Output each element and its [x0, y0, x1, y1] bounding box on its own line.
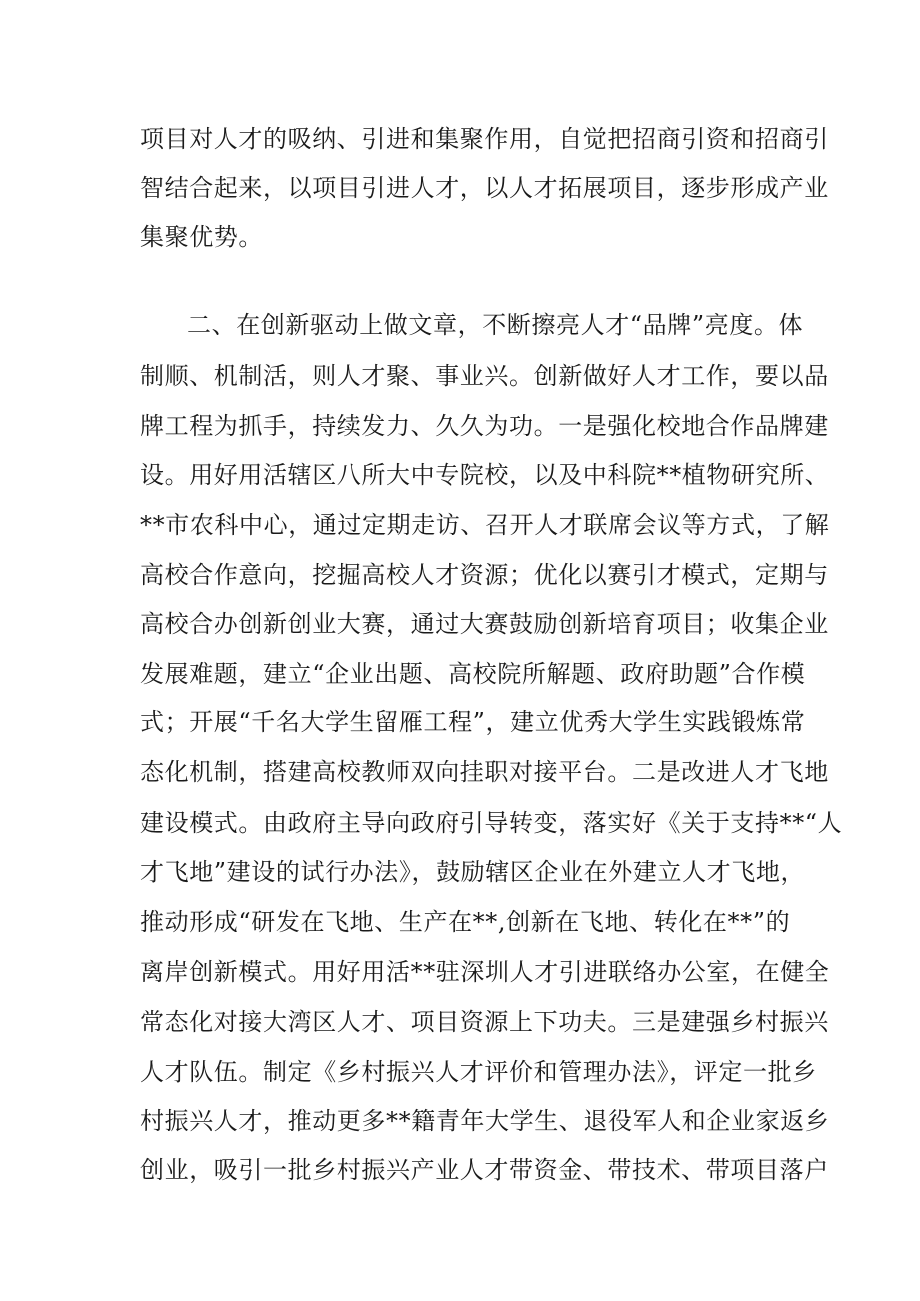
- paragraph-2-line-17: 村振兴人才，推动更多**籍青年大学生、退役军人和企业家返乡: [140, 1107, 830, 1135]
- paragraph-2-line-1: 二、在创新驱动上做文章，不断擦亮人才“品牌”亮度。体: [187, 311, 804, 339]
- paragraph-2-line-3: 牌工程为抓手，持续发力、久久为功。一是强化校地合作品牌建: [140, 412, 829, 440]
- paragraph-2-line-13: 推动形成“研发在飞地、生产在**,创新在飞地、转化在**”的: [140, 908, 791, 936]
- paragraph-2-line-9: 式；开展“千名大学生留雁工程”，建立优秀大学生实践锻炼常: [140, 708, 806, 736]
- paragraph-2-line-18: 创业，吸引一批乡村振兴产业人才带资金、带技术、带项目落户: [140, 1156, 829, 1184]
- paragraph-1-line-1: 项目对人才的吸纳、引进和集聚作用，自觉把招商引资和招商引: [140, 125, 829, 153]
- paragraph-2-line-10: 态化机制，搭建高校教师双向挂职对接平台。二是改进人才飞地: [140, 758, 829, 786]
- paragraph-1-line-3: 集聚优势。: [140, 223, 263, 251]
- paragraph-2-line-4: 设。用好用活辖区八所大中专院校，以及中科院**植物研究所、: [140, 461, 830, 489]
- paragraph-2-line-14: 离岸创新模式。用好用活**驻深圳人才引进联络办公室，在健全: [140, 958, 830, 986]
- paragraph-2-line-6: 高校合作意向，挖掘高校人才资源；优化以赛引才模式，定期与: [140, 561, 829, 589]
- paragraph-2-line-15: 常态化对接大湾区人才、项目资源上下功夫。三是建强乡村振兴: [140, 1008, 829, 1036]
- paragraph-2-line-12: 才飞地”建设的试行办法》，鼓励辖区企业在外建立人才飞地，: [140, 858, 806, 886]
- paragraph-2-line-16: 人才队伍。制定《乡村振兴人才评价和管理办法》，评定一批乡: [140, 1058, 817, 1086]
- paragraph-1-line-2: 智结合起来，以项目引进人才，以人才拓展项目，逐步形成产业: [140, 174, 829, 202]
- paragraph-2-line-11: 建设模式。由政府主导向政府引导转变，落实好《关于支持**“人: [140, 809, 843, 837]
- paragraph-2-line-2: 制顺、机制活，则人才聚、事业兴。创新做好人才工作，要以品: [140, 362, 829, 390]
- paragraph-2-line-7: 高校合办创新创业大赛，通过大赛鼓励创新培育项目；收集企业: [140, 610, 829, 638]
- paragraph-2-line-5: **市农科中心，通过定期走访、召开人才联席会议等方式，了解: [140, 511, 830, 539]
- paragraph-2-line-8: 发展难题，建立“企业出题、高校院所解题、政府助题”合作模: [140, 660, 806, 688]
